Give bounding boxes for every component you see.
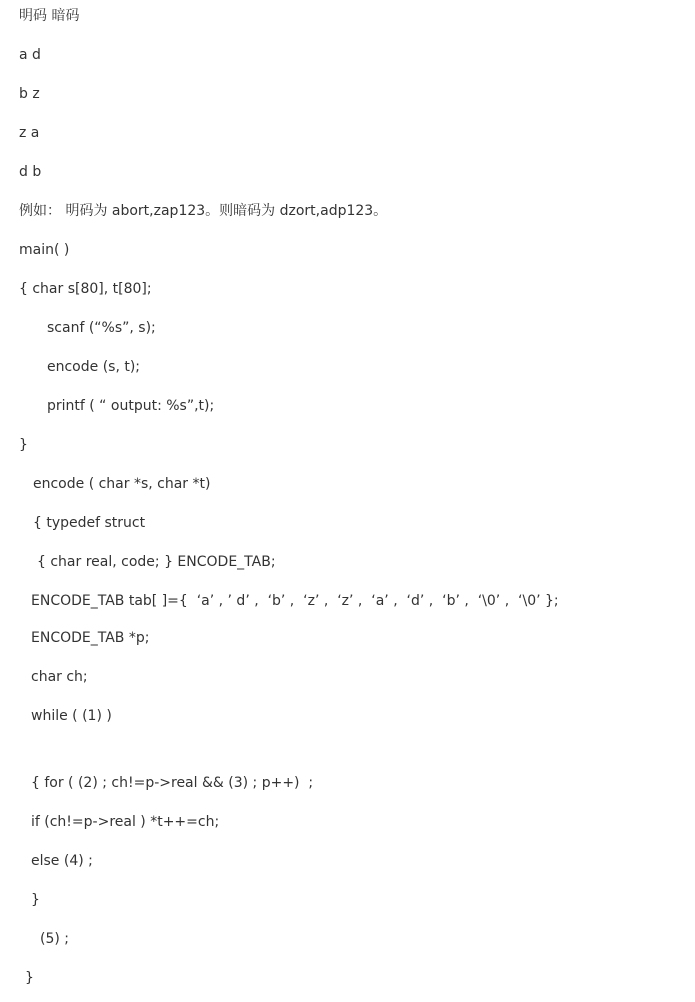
text-line-mapping-z: z a [19,125,40,141]
code-line: (5) ; [40,931,69,947]
code-line: char ch; [31,669,88,685]
text-line-header: 明码 暗码 [19,8,80,24]
code-line: if (ch!=p->real ) *t++=ch; [31,814,220,830]
code-line: encode (s, t); [47,359,141,375]
text-line-mapping-a: a d [19,47,41,63]
code-line: ENCODE_TAB *p; [31,630,150,646]
code-line: printf ( “ output: %s”,t); [47,398,215,414]
code-line: encode ( char *s, char *t) [33,476,211,492]
code-line: { typedef struct [33,515,146,531]
code-line: } [31,892,40,908]
code-line: { for ( (2) ; ch!=p->real && (3) ; p++) ; [31,775,314,791]
code-line: else (4) ; [31,853,93,869]
code-line: scanf (“%s”, s); [47,320,156,336]
code-line: { char s[80], t[80]; [19,281,152,297]
code-line: } [19,437,28,453]
text-line-mapping-b: b z [19,86,40,102]
code-line: } [25,970,34,986]
code-line-encode-table: ENCODE_TAB tab[ ]={ ‘a’ , ’ d’ , ‘b’ , ‘z’ , ‘z’ , ‘a’ , ‘d’ , ‘b’ , ‘\0’ , ‘\0’ }; [31,593,559,609]
code-line: main( ) [19,242,70,258]
code-line: while ( (1) ) [31,708,112,724]
code-line: { char real, code; } ENCODE_TAB; [37,554,276,570]
text-line-example: 例如： 明码为 abort,zap123。则暗码为 dzort,adp123。 [19,203,388,219]
text-line-mapping-d: d b [19,164,42,180]
